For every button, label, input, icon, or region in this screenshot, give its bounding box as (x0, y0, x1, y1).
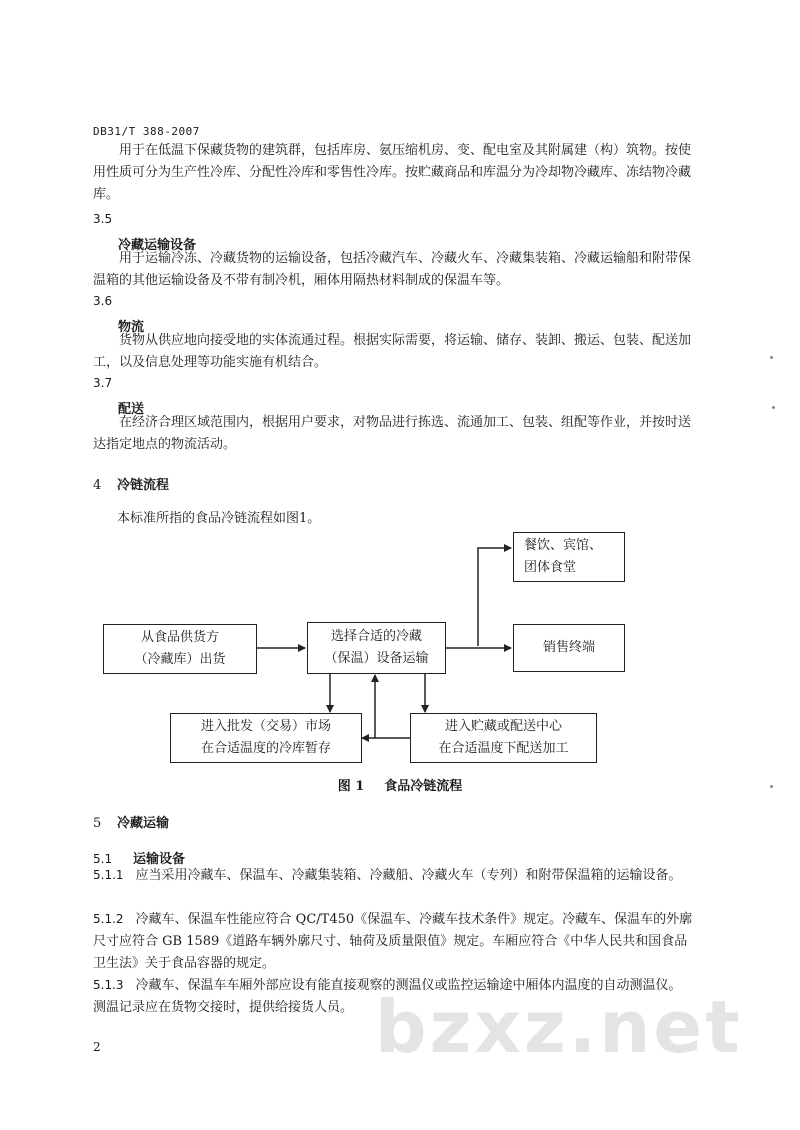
flow-box-transport (307, 622, 446, 674)
section-title: 冷藏运输 (117, 816, 170, 831)
clause-term: 配送 (118, 402, 145, 417)
box-line: 从食品供货方 (140, 630, 219, 645)
section-number: 4 (93, 478, 102, 493)
box-line: （冷藏库）出货 (134, 652, 226, 667)
clause-number: 3.6 (93, 294, 113, 308)
flow-box-wholesale (170, 713, 362, 763)
figure-title: 食品冷链流程 (384, 779, 463, 794)
clause-definition: 在经济合理区域范围内，根据用户要求，对物品进行拣选、流通加工、包装、组配等作业，并按时送达指定地点的物流活动。 (93, 415, 692, 452)
section-number: 5 (93, 816, 102, 831)
flow-box-catering (513, 532, 625, 582)
item-text: 应当采用冷藏车、保温车、冷藏集装箱、冷藏船、冷藏火车（专列）和附带保温箱的运输设备。 (135, 868, 682, 883)
subsection-number: 5.1 (93, 852, 113, 866)
clause-number: 3.5 (93, 212, 113, 226)
box-line: 在合适温度的冷库暂存 (200, 741, 331, 756)
page-number: 2 (93, 1040, 101, 1054)
item-5-1-2 (93, 908, 693, 975)
scan-speck (772, 406, 775, 409)
item-number: 5.1.3 (93, 978, 124, 992)
flow-box-distribution (410, 713, 597, 763)
section-text: 本标准所指的食品冷链流程如图1。 (117, 511, 321, 526)
standard-code-header: DB31/T 388-2007 (93, 125, 200, 138)
box-line: 餐饮、宾馆、 (524, 538, 603, 553)
section-title: 冷链流程 (117, 478, 170, 493)
watermark: bzxz.net (375, 985, 743, 1069)
box-line: 团体食堂 (524, 560, 577, 575)
item-text: 冷藏车、保温车性能应符合 QC/T450《保温车、冷藏车技术条件》规定。冷藏车、保温车的外廓尺寸应符合 GB 1589《道路车辆外廓尺寸、轴荷及质量限值》规定。车厢应符合《中华人民共和国食品卫生法》关于食品容器的规定。 (93, 912, 693, 971)
box-line: 选择合适的冷藏 (330, 629, 422, 644)
item-text: 冷藏车、保温车车厢外部应设有能直接观察的测温仪或监控运输途中厢体内温度的自动测温仪。测温记录应在货物交接时，提供给接货人员。 (93, 978, 682, 1015)
item-number: 5.1.1 (93, 868, 124, 882)
intro-paragraph: 用于在低温下保藏货物的建筑群，包括库房、氨压缩机房、变、配电室及其附属建（构）筑物。按使用性质可分为生产性冷库、分配性冷库和零售性冷库。按贮藏商品和库温分为冷却物冷藏库、冻结物冷藏库。 (93, 143, 692, 202)
box-line: 进入贮藏或配送中心 (444, 719, 562, 734)
clause-number: 3.7 (93, 376, 113, 390)
box-line: （保温）设备运输 (324, 651, 429, 666)
box-line: 在合适温度下配送加工 (438, 741, 569, 756)
item-number: 5.1.2 (93, 912, 124, 926)
flow-box-supplier (103, 624, 257, 674)
clause-definition: 用于运输冷冻、冷藏货物的运输设备，包括冷藏汽车、冷藏火车、冷藏集装箱、冷藏运输船和附带保温箱的其他运输设备及不带有制冷机，厢体用隔热材料制成的保温车等。 (93, 251, 692, 288)
clause-term: 冷藏运输设备 (118, 238, 197, 253)
box-line: 进入批发（交易）市场 (200, 719, 331, 734)
scan-speck (770, 785, 773, 788)
item-5-1-1 (93, 864, 693, 887)
flow-box-retail (513, 624, 625, 672)
arrow-transport-to-catering (478, 548, 511, 646)
clause-definition: 货物从供应地向接受地的实体流通过程。根据实际需要，将运输、储存、装卸、搬运、包装、配送加工，以及信息处理等功能实施有机结合。 (93, 333, 692, 370)
section-heading (93, 812, 169, 831)
figure-label: 图 1 (337, 779, 365, 794)
subsection-title: 运输设备 (133, 852, 186, 867)
scan-speck (770, 356, 773, 359)
box-line: 销售终端 (542, 640, 595, 655)
clause-term: 物流 (118, 320, 145, 335)
figure-caption (0, 775, 800, 794)
